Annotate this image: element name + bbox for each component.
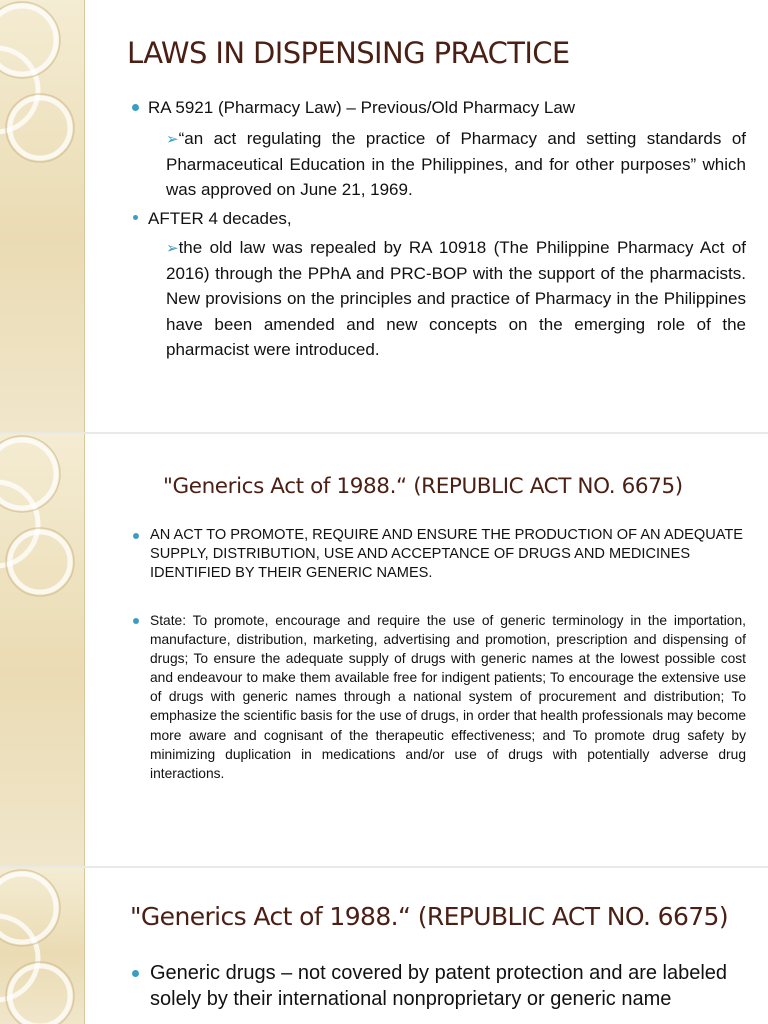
bullet-act-description: AN ACT TO PROMOTE, REQUIRE AND ENSURE THE PRODUCTION OF AN ADEQUATE SUPPLY, DISTRIBUTION, USE AND ACCEPTANCE OF DRUGS AND MEDICINES IDENTIFIED BY THEIR GENERIC NAMES. xyxy=(150,527,744,581)
slide-generics-act-1 xyxy=(0,434,768,866)
bullet-dot-icon xyxy=(132,104,139,111)
bullet-after-decades: AFTER 4 decades, xyxy=(148,209,292,228)
bullet-ra5921: RA 5921 (Pharmacy Law) – Previous/Old Pharmacy Law xyxy=(148,98,576,117)
ring-decoration-icon xyxy=(0,0,84,432)
arrow-bullet-icon: ➢ xyxy=(166,131,179,148)
repeal-text: the old law was repealed by RA 10918 (The Philippine Pharmacy Act of 2016) through the PPhA and PRC-BOP with the support of the pharmacists. New provisions on the principles and practice of Pharmacy in the Philippines have been amended and new concepts on the emerging role of the pharmacist were introduced. xyxy=(166,238,746,359)
decorative-sidebar xyxy=(0,434,85,866)
sub-bullet-definition xyxy=(166,126,746,202)
bullet-dot-icon xyxy=(132,970,139,977)
decorative-sidebar xyxy=(0,868,85,1024)
slide-generics-act-2 xyxy=(0,868,768,1024)
slide-title: "Generics Act of 1988.“ (REPUBLIC ACT NO. 6675) xyxy=(130,902,729,931)
definition-text: “an act regulating the practice of Pharmacy and setting standards of Pharmaceutical Education in the Philippines, and for other purposes” which was approved on June 21, 1969. xyxy=(166,129,746,199)
slide-title: LAWS IN DISPENSING PRACTICE xyxy=(127,36,570,70)
bullet-dot-icon xyxy=(133,533,139,539)
bullet-generic-drugs: Generic drugs – not covered by patent protection and are labeled solely by their international nonproprietary or generic name xyxy=(150,962,728,1010)
arrow-bullet-icon: ➢ xyxy=(166,240,179,257)
sub-bullet-repeal xyxy=(166,235,746,362)
bullet-state-policy: State: To promote, encourage and require the use of generic terminology in the importation, manufacture, distribution, marketing, advertising and promotion, prescription and dispensing of drugs; To ensure the adequate supply of drugs with generic names at the lowest possible cost and endeavour to make them available free for indigent patients; To encourage the extensive use of drugs with generic names through a national system of procurement and distribution; To emphasize the scientific basis for the use of drugs, in order that health professionals may become more aware and cognisant of the therapeutic effectiveness; and To promote drug safety by minimizing duplication in medications and/or use of drugs with potentially adverse drug interactions. xyxy=(150,613,746,781)
ring-decoration-icon xyxy=(0,434,84,866)
bullet-dot-icon xyxy=(133,618,139,624)
ring-decoration-icon xyxy=(0,868,84,1024)
slide-laws-dispensing xyxy=(0,0,768,432)
bullet-dot-icon xyxy=(133,215,138,220)
slide-title: "Generics Act of 1988.“ (REPUBLIC ACT NO. 6675) xyxy=(163,474,683,499)
decorative-sidebar xyxy=(0,0,85,432)
